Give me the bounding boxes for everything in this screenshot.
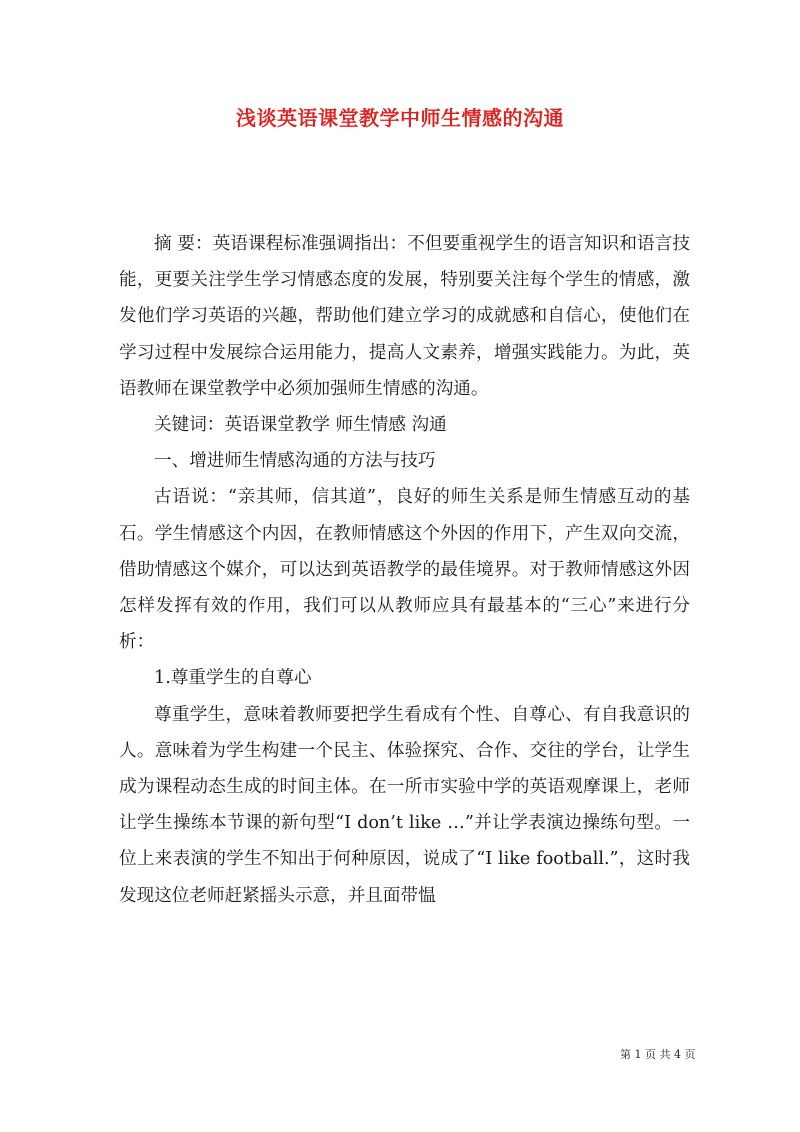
- body-paragraph: 古语说：“亲其师，信其道”，良好的师生关系是师生情感互动的基石。学生情感这个内因，在教师情感这个外因的作用下，产生双向交流，借助情感这个媒介，可以达到英语教学的最佳境界。对于教师情感这外因怎样发挥有效的作用，我们可以从教师应具有最基本的“三心”来进行分析：: [119, 487, 690, 653]
- body-paragraph: 尊重学生，意味着教师要把学生看成有个性、自尊心、有自我意识的人。意味着为学生构建一个民主、体验探究、合作、交往的学台，让学生成为课程动态生成的时间主体。在一所市实验中学的英语观摩课上，老师让学生操练本节课的新句型“I don’t like …”并让学表演边操练句型。一位上来表演的学生不知出于何种原因，说成了“I like football.”，这时我发现这位老师赶紧摇头示意，并且面带愠: [119, 704, 690, 906]
- document-body: [119, 226, 690, 914]
- page-number-footer: 第 1 页 共 4 页: [620, 1048, 696, 1061]
- subsection-heading-1: 1.尊重学生的自尊心: [154, 668, 312, 689]
- abstract-paragraph: 摘 要：英语课程标准强调指出：不但要重视学生的语言知识和语言技能，更要关注学生学习情感态度的发展，特别要关注每个学生的情感，激发他们学习英语的兴趣，帮助他们建立学习的成就感和自信心，使他们在学习过程中发展综合运用能力，提高人文素养，增强实践能力。为此，英语教师在课堂教学中必须加强师生情感的沟通。: [119, 234, 690, 399]
- keywords-paragraph: 关键词：英语课堂教学 师生情感 沟通: [154, 415, 447, 436]
- document-title: 浅谈英语课堂教学中师生情感的沟通: [236, 106, 564, 130]
- section-heading-1: 一、增进师生情感沟通的方法与技巧: [154, 451, 436, 472]
